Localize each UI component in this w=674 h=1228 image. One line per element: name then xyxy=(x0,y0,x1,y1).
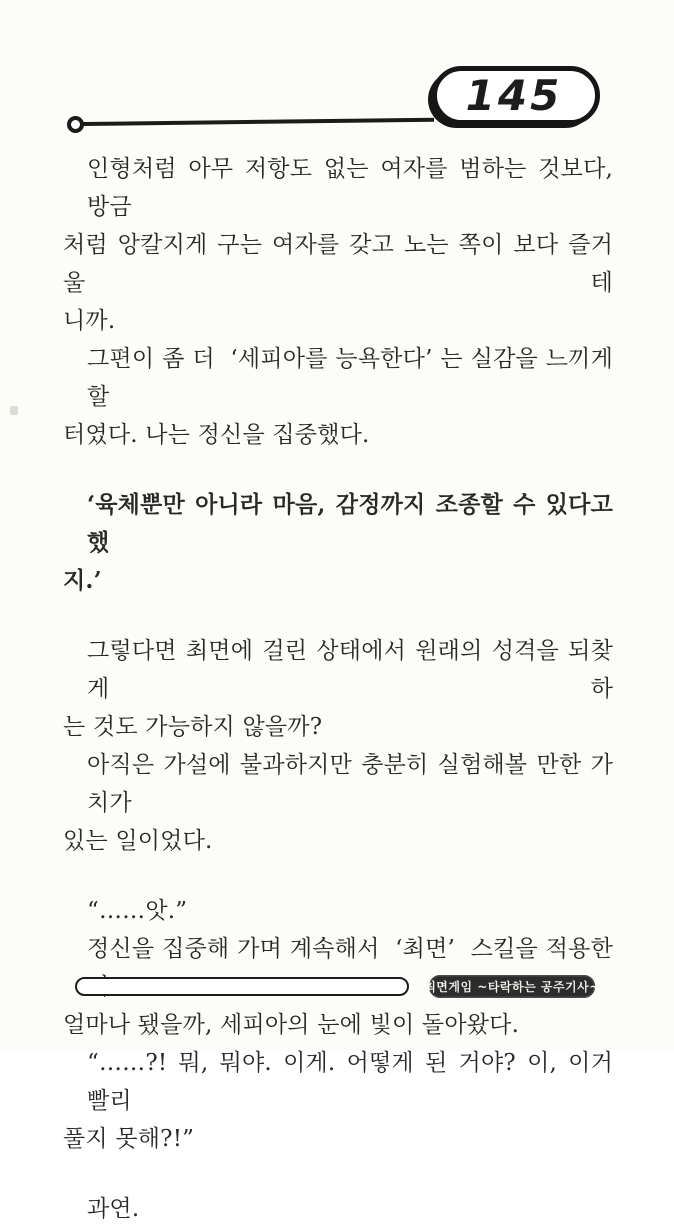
text-line: 있는 일이었다. xyxy=(63,828,213,854)
paragraph xyxy=(63,892,613,930)
text-line: 는 것도 가능하지 않을까? xyxy=(63,714,323,740)
text-line: 처럼 앙칼지게 구는 여자를 갖고 노는 쪽이 보다 즐거울 테 xyxy=(63,232,613,296)
paragraph xyxy=(63,486,622,600)
text-line: 그편이 좀 더 ‘세피아를 능욕한다’ 는 실감을 느끼게 할 xyxy=(87,346,621,410)
text-line: 그렇다면 최면에 걸린 상태에서 원래의 성격을 되찾게 하 xyxy=(87,638,613,702)
paragraph xyxy=(63,340,621,454)
text-line: 얼마나 됐을까, 세피아의 눈에 빛이 돌아왔다. xyxy=(63,1012,520,1038)
text-line: 과연. xyxy=(87,1196,140,1222)
paragraph xyxy=(63,746,613,860)
text-line: 니까. xyxy=(63,308,116,334)
page-number-capsule xyxy=(432,66,600,125)
footer-series-badge xyxy=(424,975,600,998)
text-line: 인형처럼 아무 저항도 없는 여자를 범하는 것보다, 방금 xyxy=(87,156,621,220)
paragraph xyxy=(63,632,613,746)
text-line: 터였다. 나는 정신을 집중했다. xyxy=(63,422,370,448)
text-line: 정신을 집중해 가며 계속해서 ‘최면’ 스킬을 적용한 xyxy=(87,936,613,962)
paragraph xyxy=(63,1044,621,1158)
footer-pill xyxy=(75,977,409,996)
header-rule-line xyxy=(82,118,434,126)
paragraph xyxy=(63,150,621,340)
paragraph xyxy=(63,1190,613,1228)
body-text xyxy=(63,150,622,1228)
page-number: 145 xyxy=(465,70,563,120)
text-line: 아직은 가설에 불과하지만 충분히 실험해볼 만한 가치가 xyxy=(87,752,613,816)
text-line: ‘육체뿐만 아니라 마음, 감정까지 조종할 수 있다고 했 xyxy=(87,491,622,556)
text-line: “……앗.” xyxy=(87,898,188,924)
text-line: 지.’ xyxy=(63,567,102,594)
text-line: “……?! 뭐, 뭐야. 이게. 어떻게 된 거야? 이, 이거 빨리 xyxy=(87,1050,621,1114)
scan-artifact xyxy=(10,406,18,415)
text-line: 풀지 못해?!” xyxy=(63,1126,195,1152)
footer-series-title: 최면게임 ~타락하는 공주기사~ xyxy=(424,980,600,994)
